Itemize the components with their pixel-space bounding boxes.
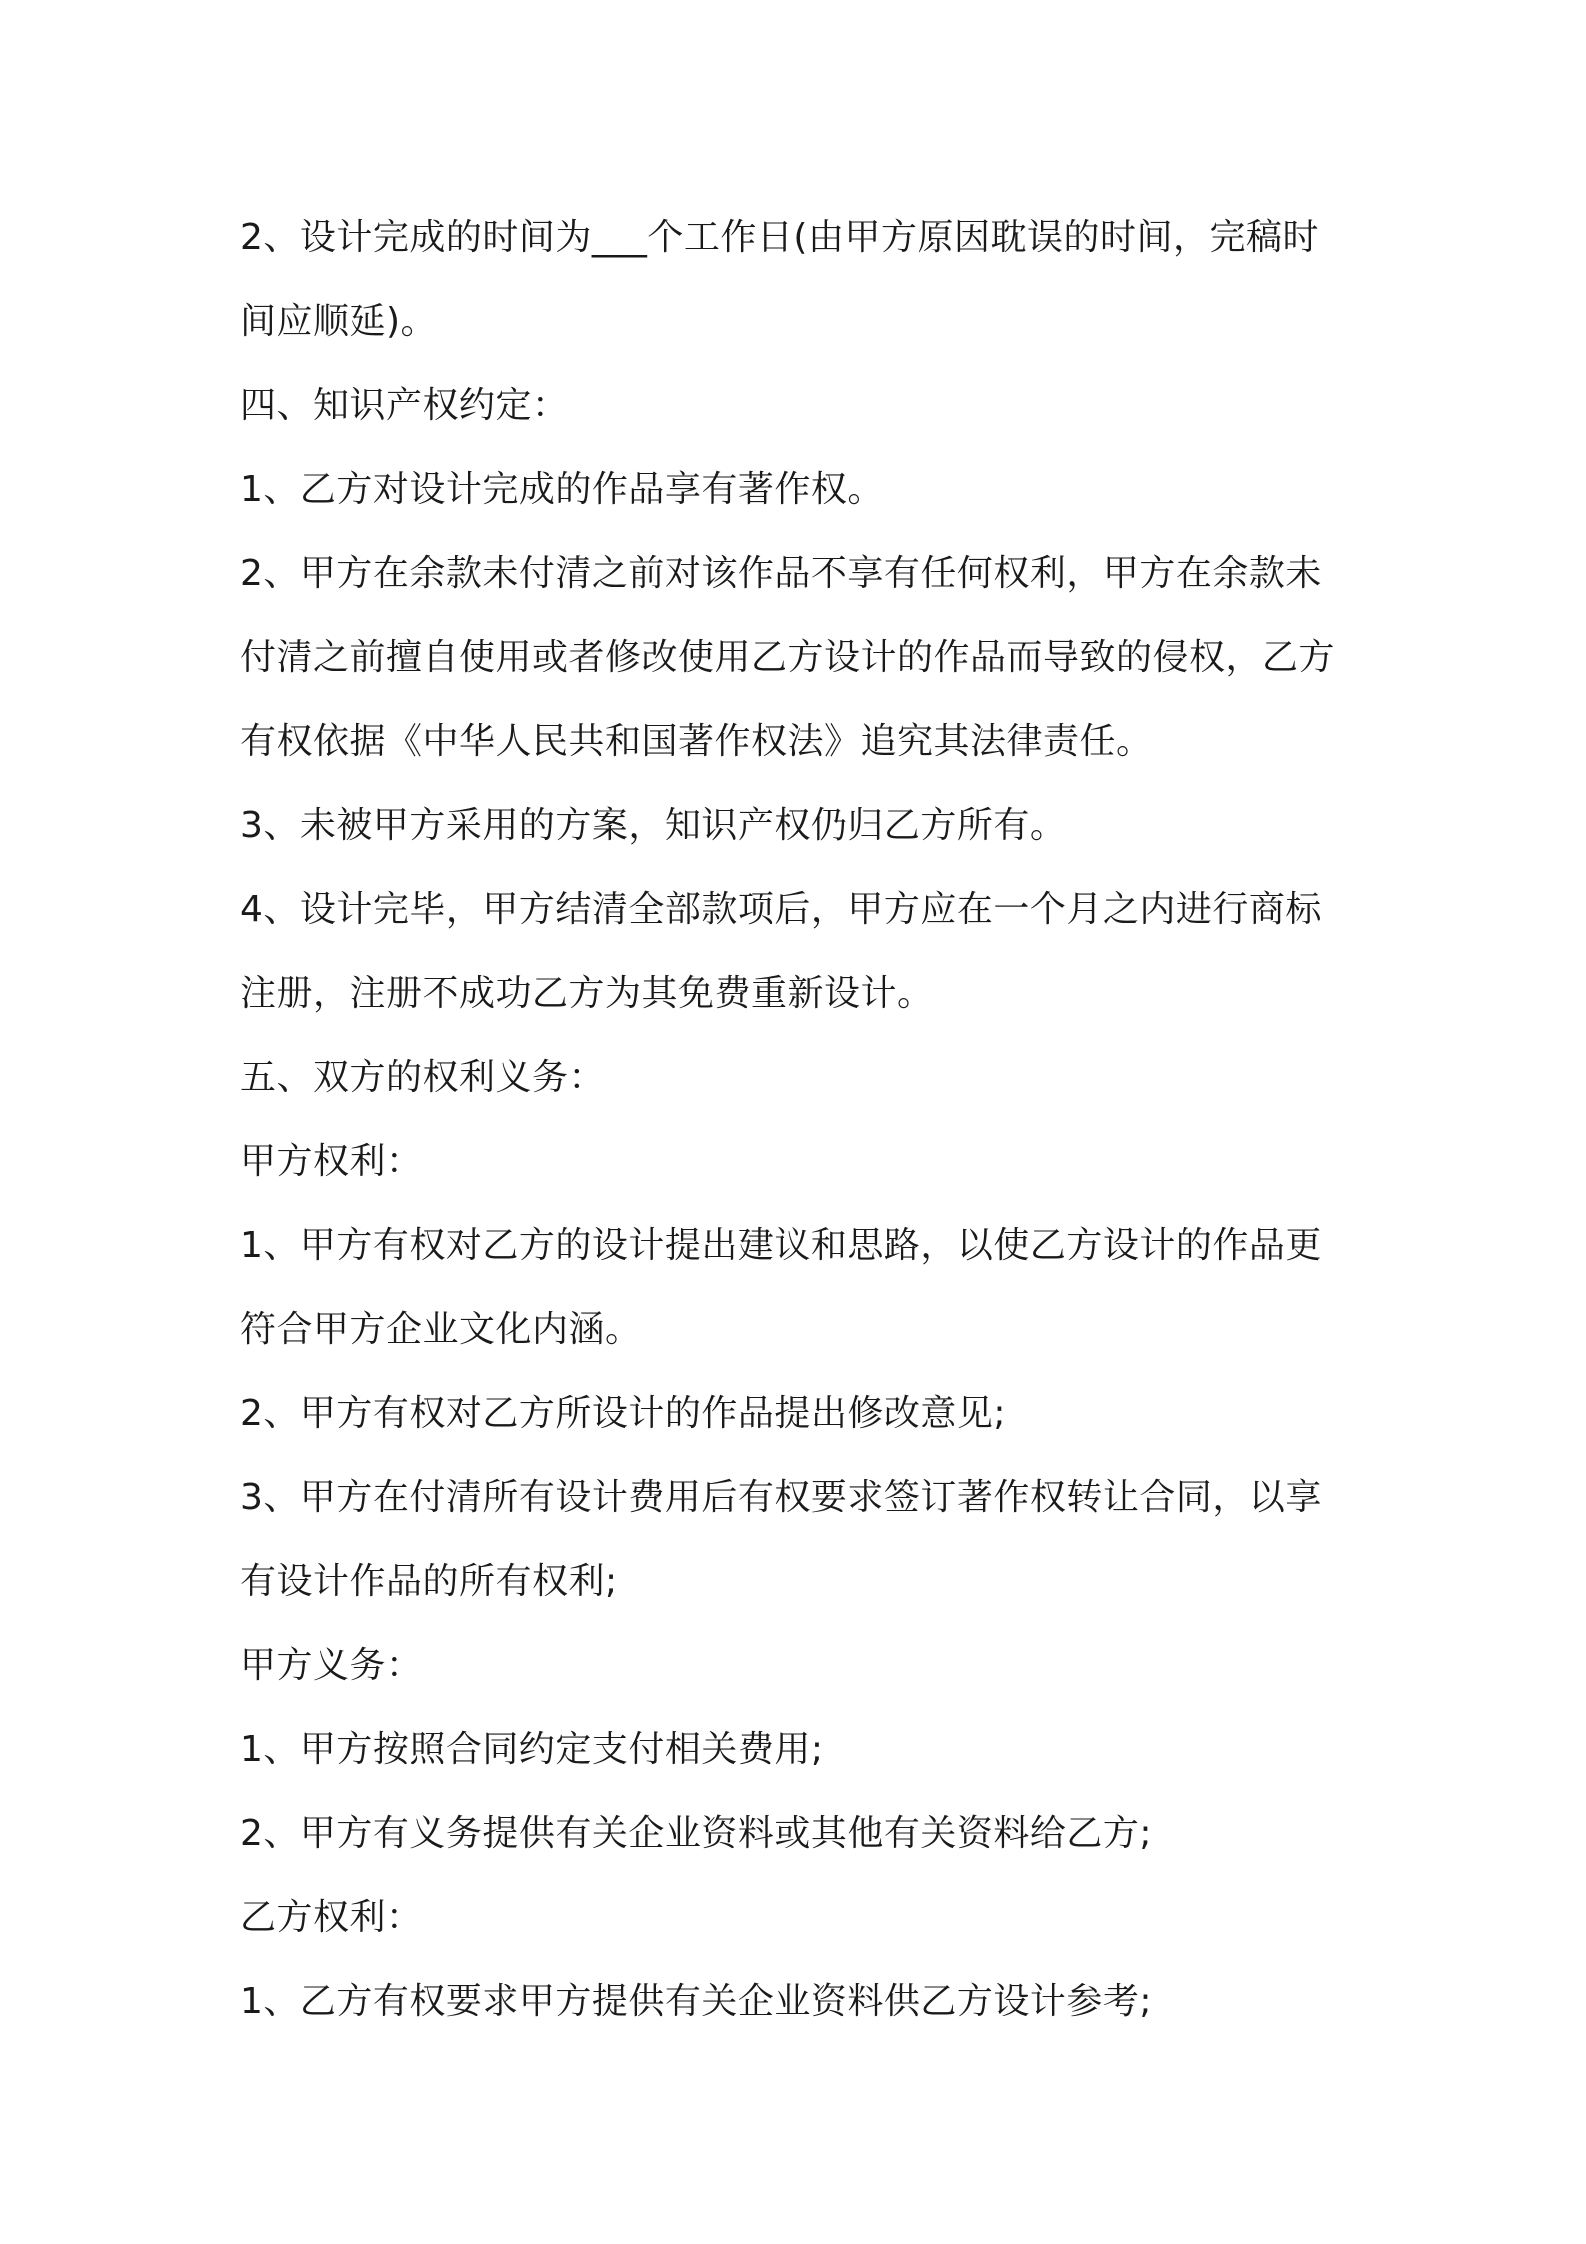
clause-party-a-obligation-2: 2、甲方有义务提供有关企业资料或其他有关资料给乙方; (240, 1813, 1153, 1854)
clause-party-a-right-2: 2、甲方有权对乙方所设计的作品提出修改意见; (240, 1393, 1007, 1434)
clause-ip-unpaid-balance: 2、甲方在余款未付清之前对该作品不享有任何权利，甲方在余款未付清之前擅自使用或者修改使用乙方设计的作品而导致的侵权，乙方有权依据《中华人民共和国著作权法》追究其法律责任。 (240, 553, 1336, 762)
subheading-party-a-rights: 甲方权利： (240, 1141, 423, 1182)
clause-design-completion-time: 2、设计完成的时间为___个工作日(由甲方原因耽误的时间，完稿时间应顺延)。 (240, 217, 1319, 342)
clause-ip-copyright: 1、乙方对设计完成的作品享有著作权。 (240, 469, 884, 510)
clause-party-a-right-3: 3、甲方在付清所有设计费用后有权要求签订著作权转让合同，以享有设计作品的所有权利; (240, 1477, 1322, 1602)
subheading-party-b-rights: 乙方权利： (240, 1897, 423, 1938)
document-body (240, 196, 1350, 2044)
clause-party-a-right-1: 1、甲方有权对乙方的设计提出建议和思路，以使乙方设计的作品更符合甲方企业文化内涵。 (240, 1225, 1322, 1350)
clause-ip-trademark-registration: 4、设计完毕，甲方结清全部款项后，甲方应在一个月之内进行商标注册，注册不成功乙方为其免费重新设计。 (240, 889, 1322, 1014)
clause-party-a-obligation-1: 1、甲方按照合同约定支付相关费用; (240, 1729, 824, 1770)
section-heading-rights-obligations: 五、双方的权利义务： (240, 1057, 606, 1098)
section-heading-ip-agreement: 四、知识产权约定： (240, 385, 569, 426)
subheading-party-a-obligations: 甲方义务： (240, 1645, 423, 1686)
clause-ip-unadopted-plans: 3、未被甲方采用的方案，知识产权仍归乙方所有。 (240, 805, 1067, 846)
clause-party-b-right-1: 1、乙方有权要求甲方提供有关企业资料供乙方设计参考; (240, 1981, 1153, 2022)
